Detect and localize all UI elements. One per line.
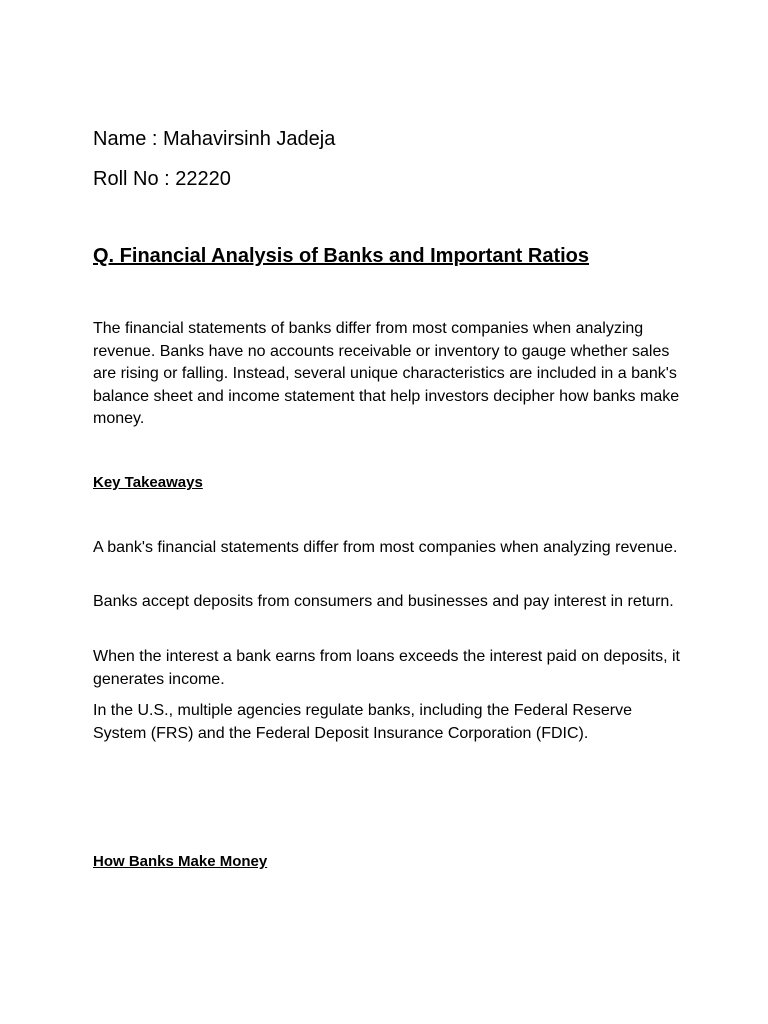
takeaway-item: In the U.S., multiple agencies regulate banks, including the Federal Reserve System (FRS) and the Federal Deposit Insurance Corporation (FDIC). xyxy=(93,702,632,742)
takeaway-item: When the interest a bank earns from loans exceeds the interest paid on deposits, it generates income. xyxy=(93,648,680,688)
intro-paragraph: The financial statements of banks differ from most companies when analyzing revenue. Banks have no accounts receivable or inventory to gauge whether sales are rising or falling. Instead, several unique characteristics are included in a bank's balance sheet and income statement that help investors decipher how banks make money. xyxy=(93,320,680,428)
key-takeaways-heading: Key Takeaways xyxy=(93,474,203,491)
how-banks-make-money-heading: How Banks Make Money xyxy=(93,853,268,870)
roll-number: Roll No : 22220 xyxy=(93,168,231,190)
takeaway-item: Banks accept deposits from consumers and businesses and pay interest in return. xyxy=(93,593,674,610)
document-title: Q. Financial Analysis of Banks and Important Ratios xyxy=(93,245,590,267)
takeaway-item: A bank's financial statements differ from most companies when analyzing revenue. xyxy=(93,539,678,556)
student-name: Name : Mahavirsinh Jadeja xyxy=(93,128,336,150)
